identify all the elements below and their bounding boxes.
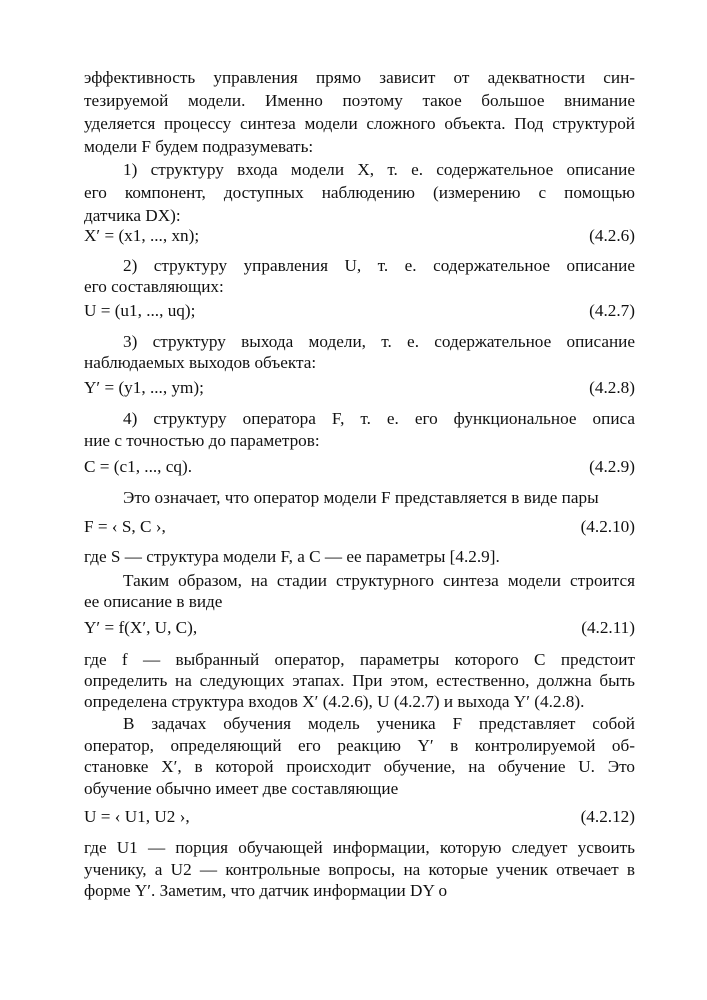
equation-number-4-2-11: (4.2.11) bbox=[581, 618, 635, 637]
equation-number-4-2-10: (4.2.10) bbox=[580, 517, 635, 536]
paragraph-8-line-2: определить на следующих этапах. При этом, естественно, должна быть bbox=[84, 671, 635, 690]
item-1-line-1: 1) структуру входа модели X, т. е. содержательное описание bbox=[123, 160, 635, 179]
equation-4-2-6: X′ = (x1, ..., xn); bbox=[84, 226, 200, 245]
item-3-line-1: 3) структуру выхода модели, т. е. содержательное описание bbox=[123, 332, 635, 351]
equation-number-4-2-9: (4.2.9) bbox=[589, 457, 635, 476]
equation-4-2-10: F = ‹ S, C ›, bbox=[84, 517, 166, 536]
equation-4-2-9: C = (c1, ..., cq). bbox=[84, 457, 193, 476]
paragraph-9-line-2: оператор, определяющий его реакцию Y′ в контролируемой об- bbox=[84, 736, 635, 755]
item-4-line-1: 4) структуру оператора F, т. е. его функциональное описа bbox=[123, 409, 635, 428]
paragraph-1-line-4: модели F будем подразумевать: bbox=[84, 137, 314, 156]
paragraph-1-line-2: тезируемой модели. Именно поэтому такое большое внимание bbox=[84, 91, 635, 110]
text-structure-params: где S — структура модели F, а C — ее параметры [4.2.9]. bbox=[84, 547, 500, 566]
item-4-line-2: ние с точностью до параметров: bbox=[84, 431, 320, 450]
item-3-line-2: наблюдаемых выходов объекта: bbox=[84, 353, 317, 372]
paragraph-1-line-1: эффективность управления прямо зависит от адекватности син- bbox=[84, 68, 635, 87]
paragraph-8-line-1: где f — выбранный оператор, параметры которого C предстоит bbox=[84, 650, 635, 669]
item-1-line-2: его компонент, доступных наблюдению (измерению с помощью bbox=[84, 183, 635, 202]
equation-4-2-7: U = (u1, ..., uq); bbox=[84, 301, 196, 320]
paragraph-9-line-3: становке X′, в которой происходит обучение, на обучение U. Это bbox=[84, 757, 635, 776]
item-2-line-2: его составляющих: bbox=[84, 277, 224, 296]
equation-4-2-8: Y′ = (y1, ..., ym); bbox=[84, 378, 204, 397]
paragraph-9-line-4: обучение обычно имеет две составляющие bbox=[84, 779, 399, 798]
item-1-line-3: датчика DX): bbox=[84, 206, 181, 225]
item-2-line-1: 2) структуру управления U, т. е. содержательное описание bbox=[123, 256, 635, 275]
equation-4-2-11: Y′ = f(X′, U, C), bbox=[84, 618, 198, 637]
equation-number-4-2-12: (4.2.12) bbox=[580, 807, 635, 826]
paragraph-10-line-1: где U1 — порция обучающей информации, которую следует усвоить bbox=[84, 838, 635, 857]
equation-number-4-2-6: (4.2.6) bbox=[589, 226, 635, 245]
equation-4-2-12: U = ‹ U1, U2 ›, bbox=[84, 807, 190, 826]
paragraph-1-line-3: уделяется процессу синтеза модели сложного объекта. Под структурой bbox=[84, 114, 635, 133]
equation-number-4-2-7: (4.2.7) bbox=[589, 301, 635, 320]
paragraph-7-line-1: Таким образом, на стадии структурного синтеза модели строится bbox=[123, 571, 635, 590]
paragraph-10-line-2: ученику, а U2 — контрольные вопросы, на которые ученик отвечает в bbox=[84, 860, 635, 879]
paragraph-10-line-3: форме Y′. Заметим, что датчик информации DY о bbox=[84, 881, 448, 900]
paragraph-9-line-1: В задачах обучения модель ученика F представляет собой bbox=[123, 714, 635, 733]
paragraph-7-line-2: ее описание в виде bbox=[84, 592, 223, 611]
text-pair-intro: Это означает, что оператор модели F представляется в виде пары bbox=[123, 488, 599, 507]
equation-number-4-2-8: (4.2.8) bbox=[589, 378, 635, 397]
paragraph-8-line-3: определена структура входов X′ (4.2.6), U (4.2.7) и выхода Y′ (4.2.8). bbox=[84, 692, 585, 711]
